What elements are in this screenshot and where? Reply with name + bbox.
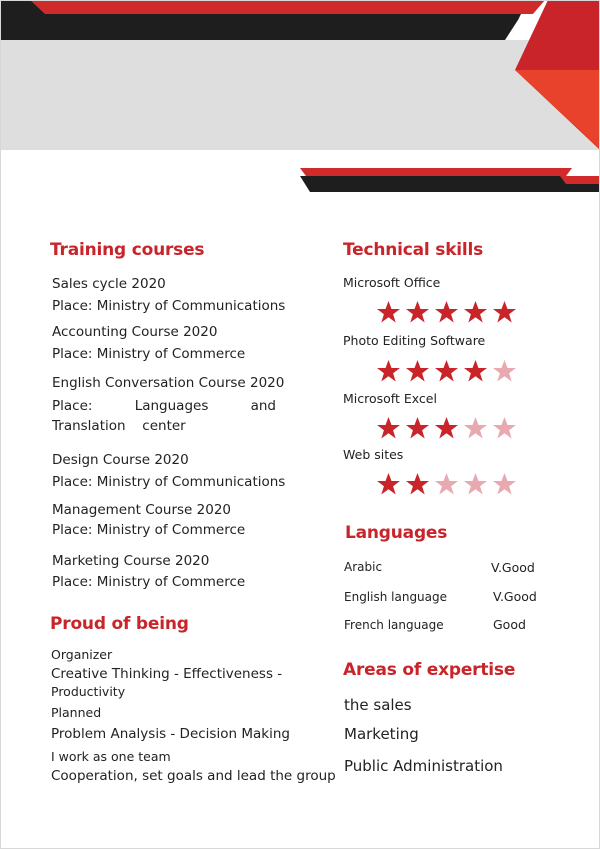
expertise-item: the sales bbox=[344, 696, 412, 714]
language-level: V.Good bbox=[493, 589, 537, 604]
star-empty-icon bbox=[491, 416, 518, 440]
star-empty-icon bbox=[433, 472, 460, 496]
course-place: Place: Ministry of Commerce bbox=[52, 574, 246, 590]
languages-heading: Languages bbox=[345, 523, 448, 543]
expertise-heading: Areas of expertise bbox=[343, 660, 516, 680]
star-filled-icon bbox=[433, 300, 460, 324]
course-name: Sales cycle 2020 bbox=[52, 276, 166, 292]
language-name: French language bbox=[344, 618, 444, 632]
proud-item: Organizer bbox=[51, 647, 113, 662]
skill-name: Photo Editing Software bbox=[343, 333, 486, 348]
star-empty-icon bbox=[491, 472, 518, 496]
star-filled-icon bbox=[375, 472, 402, 496]
skill-rating bbox=[375, 416, 518, 440]
header-decoration bbox=[0, 0, 600, 200]
proud-item: Productivity bbox=[51, 684, 126, 699]
star-filled-icon bbox=[404, 300, 431, 324]
star-filled-icon bbox=[375, 300, 402, 324]
language-name: English language bbox=[344, 590, 448, 604]
course-place: Place: Ministry of Communications bbox=[52, 298, 286, 314]
course-place: Place: Ministry of Commerce bbox=[52, 346, 246, 362]
language-level: V.Good bbox=[491, 560, 535, 575]
proud-item: Planned bbox=[51, 705, 102, 720]
star-filled-icon bbox=[491, 300, 518, 324]
star-filled-icon bbox=[462, 300, 489, 324]
star-filled-icon bbox=[433, 416, 460, 440]
course-name: Design Course 2020 bbox=[52, 452, 189, 468]
course-place: Place: Ministry of Commerce bbox=[52, 522, 246, 538]
proud-item: Creative Thinking - Effectiveness - bbox=[51, 666, 283, 682]
star-empty-icon bbox=[491, 359, 518, 383]
star-empty-icon bbox=[462, 472, 489, 496]
course-place: Place: Ministry of Communications bbox=[52, 474, 286, 490]
proud-item: Problem Analysis - Decision Making bbox=[51, 726, 290, 742]
expertise-item: Public Administration bbox=[344, 757, 503, 775]
star-filled-icon bbox=[404, 416, 431, 440]
proud-item: Cooperation, set goals and lead the group bbox=[51, 768, 336, 784]
star-filled-icon bbox=[375, 359, 402, 383]
star-empty-icon bbox=[462, 416, 489, 440]
course-name: Marketing Course 2020 bbox=[52, 553, 210, 569]
proud-item: I work as one team bbox=[51, 749, 171, 764]
skill-rating bbox=[375, 300, 518, 324]
course-place: Place: Languages and Translation bbox=[52, 398, 276, 434]
star-filled-icon bbox=[404, 472, 431, 496]
skill-name: Microsoft Excel bbox=[343, 391, 437, 406]
course-place-continued: center bbox=[142, 418, 186, 434]
expertise-item: Marketing bbox=[344, 725, 419, 743]
course-name: Management Course 2020 bbox=[52, 502, 232, 518]
star-filled-icon bbox=[433, 359, 460, 383]
training-heading: Training courses bbox=[50, 240, 205, 260]
skill-rating bbox=[375, 472, 518, 496]
skill-name: Microsoft Office bbox=[343, 275, 441, 290]
language-name: Arabic bbox=[344, 560, 383, 574]
star-filled-icon bbox=[375, 416, 402, 440]
course-name: Accounting Course 2020 bbox=[52, 324, 218, 340]
star-filled-icon bbox=[462, 359, 489, 383]
technical-heading: Technical skills bbox=[343, 240, 484, 260]
proud-heading: Proud of being bbox=[50, 614, 189, 634]
skill-rating bbox=[375, 359, 518, 383]
skill-name: Web sites bbox=[343, 447, 404, 462]
language-level: Good bbox=[493, 617, 526, 632]
course-name: English Conversation Course 2020 bbox=[52, 375, 285, 391]
star-filled-icon bbox=[404, 359, 431, 383]
